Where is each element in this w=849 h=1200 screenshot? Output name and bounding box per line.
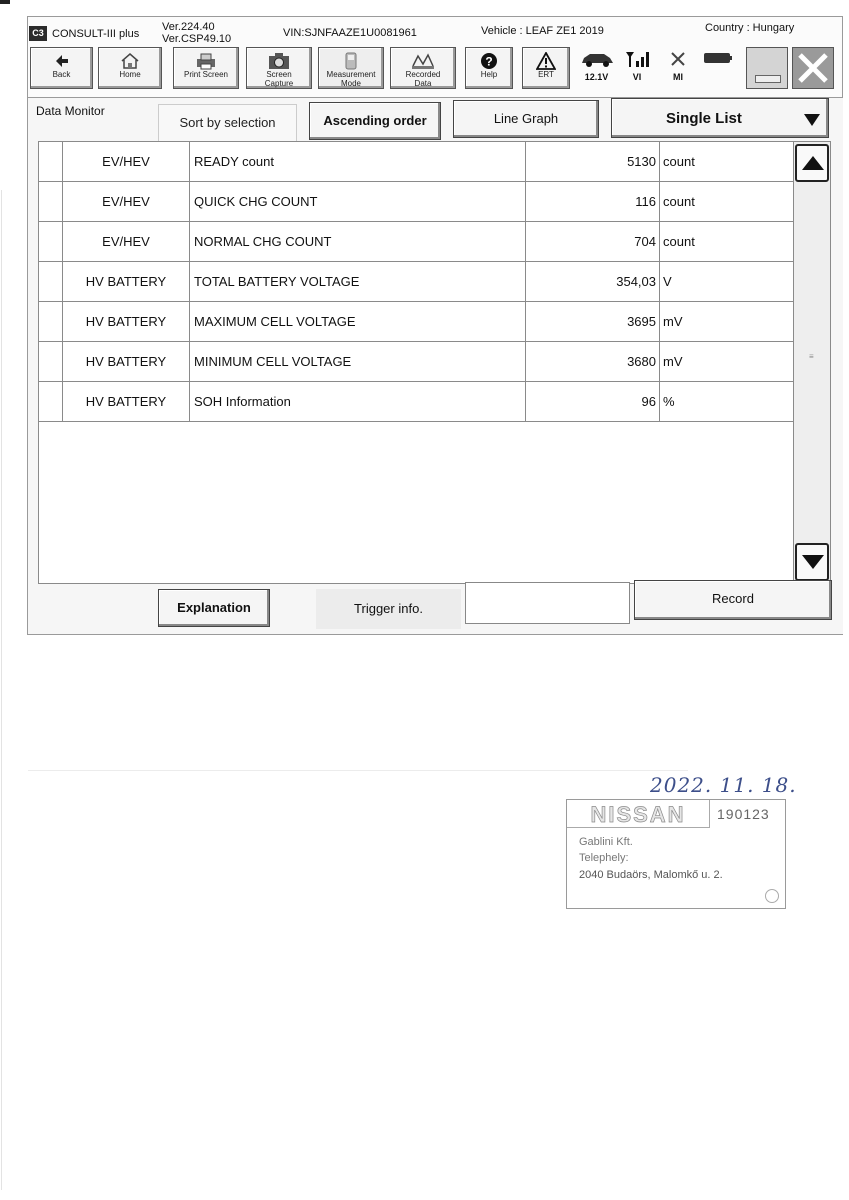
- table-row[interactable]: [39, 382, 794, 422]
- page-title: Data Monitor: [36, 104, 105, 118]
- scroll-down-button[interactable]: [795, 543, 829, 581]
- system-cell: HV BATTERY: [63, 262, 190, 301]
- screen-capture-label-1: Screen: [266, 70, 292, 79]
- system-cell: HV BATTERY: [63, 302, 190, 341]
- system-cell: EV/HEV: [63, 222, 190, 261]
- scroll-down-icon: [802, 555, 824, 569]
- home-label: Home: [119, 70, 141, 79]
- record-button[interactable]: Record: [634, 580, 832, 620]
- printer-icon: [195, 52, 217, 70]
- close-button[interactable]: [792, 47, 834, 89]
- screen-capture-button[interactable]: [246, 47, 312, 89]
- item-cell: TOTAL BATTERY VOLTAGE: [190, 262, 526, 301]
- country-label: Country : Hungary: [705, 22, 795, 34]
- scan-mark: [0, 0, 10, 4]
- line-graph-button[interactable]: Line Graph: [453, 100, 599, 138]
- table-row[interactable]: [39, 342, 794, 382]
- row-select-cell[interactable]: [39, 182, 63, 221]
- help-label: Help: [480, 70, 498, 79]
- trigger-info-field[interactable]: [465, 582, 630, 624]
- scan-faint-line: [28, 770, 688, 771]
- recorded-label-2: Data: [414, 79, 432, 88]
- back-arrow-icon: [53, 52, 71, 70]
- system-cell: HV BATTERY: [63, 382, 190, 421]
- vi-label: VI: [632, 72, 642, 82]
- measurement-mode-button[interactable]: [318, 47, 384, 89]
- unit-cell: count: [663, 154, 695, 169]
- trigger-info-label: Trigger info.: [316, 589, 461, 629]
- item-cell: NORMAL CHG COUNT: [190, 222, 526, 261]
- stamp-seal-icon: [765, 889, 779, 903]
- row-select-cell[interactable]: [39, 342, 63, 381]
- system-cell: EV/HEV: [63, 182, 190, 221]
- version-secondary: Ver.CSP49.10: [162, 33, 232, 45]
- disconnected-icon: [669, 50, 687, 68]
- row-select-cell[interactable]: [39, 382, 63, 421]
- battery-icon: [703, 50, 733, 66]
- scan-edge-line: [1, 190, 2, 1190]
- row-select-cell[interactable]: [39, 262, 63, 301]
- recorded-data-button[interactable]: [390, 47, 456, 89]
- value-cell: 96: [526, 382, 660, 421]
- close-icon: [793, 48, 833, 88]
- vehicle-label: Vehicle : LEAF ZE1 2019: [481, 25, 604, 37]
- ert-label: ERT: [538, 70, 554, 79]
- item-cell: MAXIMUM CELL VOLTAGE: [190, 302, 526, 341]
- view-mode-value: Single List: [666, 110, 742, 127]
- row-select-cell[interactable]: [39, 142, 63, 181]
- table-row[interactable]: [39, 262, 794, 302]
- explanation-button[interactable]: Explanation: [158, 589, 270, 627]
- data-table: [38, 141, 794, 584]
- app-name: CONSULT-III plus: [52, 28, 140, 40]
- row-select-cell[interactable]: [39, 222, 63, 261]
- mi-status: [660, 47, 696, 89]
- help-icon: [480, 52, 498, 70]
- home-button[interactable]: [98, 47, 162, 89]
- sort-by-selection-button[interactable]: Sort by selection: [158, 104, 297, 142]
- back-label: Back: [52, 70, 71, 79]
- table-row[interactable]: [39, 182, 794, 222]
- camera-icon: [267, 52, 291, 70]
- vi-status: [621, 47, 653, 89]
- unit-cell: count: [663, 234, 695, 249]
- consult-window: [27, 16, 843, 635]
- ascending-order-button[interactable]: Ascending order: [309, 102, 441, 140]
- recorded-data-icon: [410, 52, 436, 70]
- dropdown-arrow-icon: [804, 114, 820, 126]
- power-status: [700, 47, 736, 89]
- value-cell: 354,03: [526, 262, 660, 301]
- data-monitor-panel: [28, 97, 843, 634]
- item-cell: MINIMUM CELL VOLTAGE: [190, 342, 526, 381]
- unit-cell: mV: [663, 354, 683, 369]
- help-button[interactable]: [465, 47, 513, 89]
- system-cell: EV/HEV: [63, 142, 190, 181]
- print-screen-button[interactable]: [173, 47, 239, 89]
- system-cell: HV BATTERY: [63, 342, 190, 381]
- measurement-label-1: Measurement: [326, 70, 376, 79]
- stamp-address: 2040 Budaörs, Malomkő u. 2.: [579, 869, 723, 881]
- home-icon: [120, 52, 140, 70]
- screen-capture-label-2: Capture: [264, 79, 294, 88]
- value-cell: 116: [526, 182, 660, 221]
- value-cell: 704: [526, 222, 660, 261]
- app-logo: C3: [29, 26, 47, 41]
- unit-cell: mV: [663, 314, 683, 329]
- svg-text:?: ?: [485, 54, 493, 69]
- item-cell: READY count: [190, 142, 526, 181]
- value-cell: 3695: [526, 302, 660, 341]
- value-cell: 5130: [526, 142, 660, 181]
- handwritten-date: 2022. 11. 18.: [650, 773, 797, 797]
- measurement-icon: [342, 52, 360, 70]
- dealer-stamp: [566, 799, 786, 909]
- title-bar: [28, 17, 842, 45]
- vin-label: VIN:SJNFAAZE1U0081961: [283, 27, 417, 39]
- scroll-up-icon: [802, 156, 824, 170]
- item-cell: QUICK CHG COUNT: [190, 182, 526, 221]
- table-scrollbar[interactable]: [794, 141, 831, 584]
- back-button[interactable]: [30, 47, 93, 89]
- view-mode-dropdown[interactable]: [611, 98, 829, 138]
- battery-voltage: 12.1V: [584, 72, 609, 82]
- table-row[interactable]: [39, 302, 794, 342]
- scroll-up-button[interactable]: [795, 144, 829, 182]
- value-cell: 3680: [526, 342, 660, 381]
- stamp-site-label: Telephely:: [579, 852, 629, 864]
- version-primary: Ver.224.40: [162, 21, 215, 33]
- print-screen-label: Print Screen: [183, 70, 229, 79]
- svg-text:NISSAN: NISSAN: [590, 802, 686, 827]
- row-select-cell[interactable]: [39, 302, 63, 341]
- toolbar: [28, 45, 842, 95]
- table-row[interactable]: [39, 222, 794, 262]
- unit-cell: %: [663, 394, 675, 409]
- stamp-company: Gablini Kft.: [579, 836, 633, 848]
- vehicle-status: [574, 47, 619, 89]
- unit-cell: count: [663, 194, 695, 209]
- stamp-number: 190123: [717, 806, 770, 822]
- mi-label: MI: [673, 72, 683, 82]
- nissan-logo: [567, 800, 710, 828]
- signal-icon: [624, 50, 650, 68]
- recorded-label-1: Recorded: [405, 70, 441, 79]
- warning-icon: [536, 52, 556, 70]
- car-icon: [579, 50, 615, 68]
- item-cell: SOH Information: [190, 382, 526, 421]
- scroll-grip-icon: ≡: [809, 352, 814, 361]
- ert-button[interactable]: [522, 47, 570, 89]
- table-row[interactable]: [39, 142, 794, 182]
- measurement-label-2: Mode: [340, 79, 361, 88]
- unit-cell: V: [663, 274, 672, 289]
- minimize-button[interactable]: [746, 47, 788, 89]
